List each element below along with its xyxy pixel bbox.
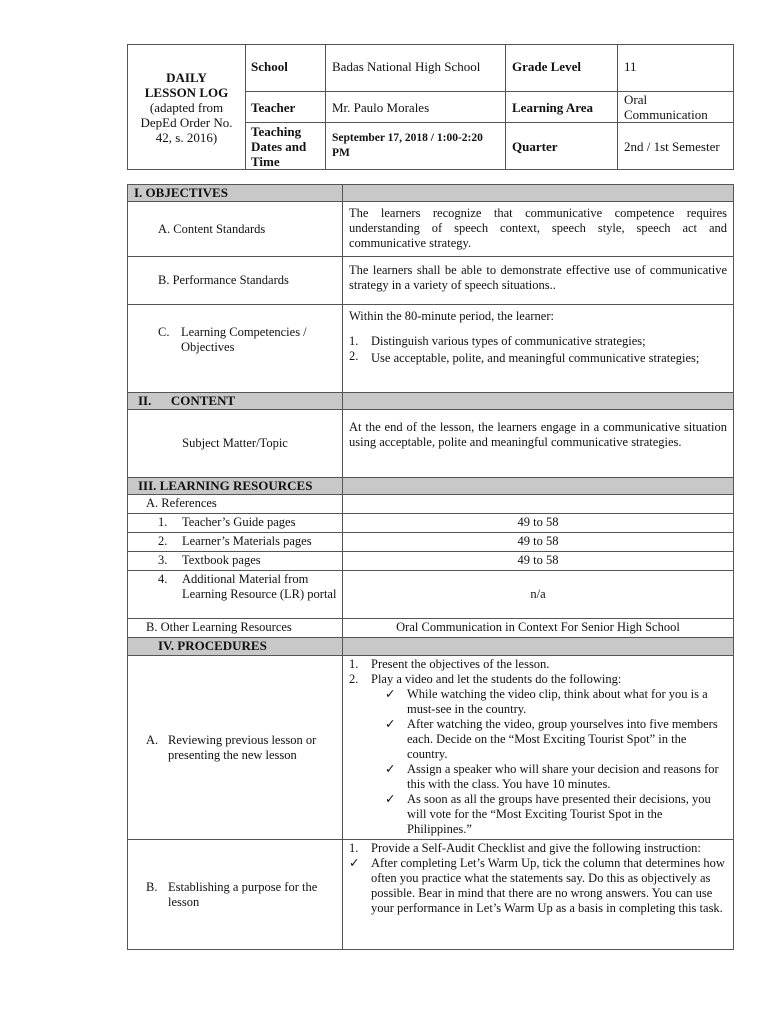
content-standards-label: A. Content Standards bbox=[128, 202, 343, 257]
competencies-cell bbox=[343, 305, 734, 393]
area-label: Learning Area bbox=[506, 92, 618, 123]
check-mark-icon: ✓ bbox=[385, 762, 396, 776]
check-mark-icon: ✓ bbox=[385, 792, 396, 806]
other-resources-label: B. Other Learning Resources bbox=[128, 619, 343, 638]
resources-heading-blank bbox=[343, 478, 734, 495]
references-label: A. References bbox=[128, 495, 343, 514]
check-mark-icon: ✓ bbox=[385, 687, 396, 701]
resource-row-value: n/a bbox=[343, 571, 734, 619]
content-heading: II. CONTENT bbox=[128, 393, 343, 410]
check-item: ✓ After watching the video, group yourselves into five members each. Decide on the “Most Exciting Tourist Spot” in the country. bbox=[385, 717, 718, 761]
check-mark-icon: ✓ bbox=[385, 717, 396, 731]
references-blank bbox=[343, 495, 734, 514]
procedure-b-cell bbox=[343, 840, 734, 950]
title-line-2: LESSON LOG bbox=[144, 84, 229, 100]
procedures-heading-blank bbox=[343, 638, 734, 656]
title-line-4: DepEd Order No. bbox=[140, 114, 233, 130]
quarter-value: 2nd / 1st Semester bbox=[618, 123, 734, 170]
lesson-body-table bbox=[127, 184, 734, 950]
procedures-heading: IV. PROCEDURES bbox=[128, 638, 343, 656]
check-item: ✓ Assign a speaker who will share your decision and reasons for this with the class. You have 10 minutes. bbox=[385, 762, 719, 791]
resource-row-value: 49 to 58 bbox=[343, 552, 734, 571]
header-table bbox=[127, 44, 734, 170]
competencies-intro: Within the 80-minute period, the learner: bbox=[349, 309, 554, 323]
resource-row-label: 1. Teacher’s Guide pages bbox=[128, 514, 343, 533]
competencies-label: Learning Competencies / Objectives bbox=[181, 325, 307, 354]
grade-label: Grade Level bbox=[506, 45, 618, 92]
procedure-a-label-cell: A. Reviewing previous lesson or presenting the new lesson bbox=[128, 656, 343, 840]
competency-item: 2. Use acceptable, polite, and meaningful communicative strategies; bbox=[349, 349, 700, 365]
check-mark-icon: ✓ bbox=[349, 856, 360, 870]
check-item: ✓ While watching the video clip, think about what for you is a must-see in the country. bbox=[385, 687, 708, 716]
content-heading-blank bbox=[343, 393, 734, 410]
teacher-value: Mr. Paulo Morales bbox=[326, 92, 506, 123]
resource-row-label: 3. Textbook pages bbox=[128, 552, 343, 571]
school-label: School bbox=[246, 45, 326, 92]
resource-row-label: 4. Additional Material from Learning Resource (LR) portal bbox=[128, 571, 343, 619]
list-item: 1. Provide a Self-Audit Checklist and give the following instruction: bbox=[349, 841, 701, 855]
procedure-b-label: Establishing a purpose for the lesson bbox=[168, 879, 318, 909]
area-value: Oral Communication bbox=[618, 92, 734, 123]
content-standards-text: The learners recognize that communicative competence requires understanding of speech context, speech style, speech act and communicative strategy. bbox=[343, 202, 734, 257]
school-value: Badas National High School bbox=[326, 45, 506, 92]
competency-item: 1. Distinguish various types of communicative strategies; bbox=[349, 334, 646, 348]
resource-row-label: 2. Learner’s Materials pages bbox=[128, 533, 343, 552]
quarter-label: Quarter bbox=[506, 123, 618, 170]
subject-matter-label: Subject Matter/Topic bbox=[128, 410, 343, 478]
lesson-log-title bbox=[128, 45, 246, 170]
resource-row-value: 49 to 58 bbox=[343, 533, 734, 552]
title-line-5: 42, s. 2016) bbox=[155, 129, 218, 145]
other-resources-value: Oral Communication in Context For Senior High School bbox=[343, 619, 734, 638]
objectives-heading-blank bbox=[343, 185, 734, 202]
performance-standards-text: The learners shall be able to demonstrate effective use of communicative strategy in a variety of speech situations.. bbox=[343, 257, 734, 305]
dates-label: Teaching Dates and Time bbox=[246, 123, 326, 170]
dates-value: September 17, 2018 / 1:00-2:20 PM bbox=[326, 123, 506, 170]
subject-matter-text: At the end of the lesson, the learners engage in a communicative situation using acceptable, polite and meaningful communicative strategies. bbox=[343, 410, 734, 478]
list-item: 2. Play a video and let the students do the following: bbox=[349, 672, 622, 686]
competencies-label-cell: C. Learning Competencies / Objectives bbox=[128, 305, 343, 393]
check-item: ✓ As soon as all the groups have presented their decisions, you will vote for the “Most Exciting Tourist Spot in the Philippines.” bbox=[385, 792, 711, 836]
procedure-b-label-cell: B. Establishing a purpose for the lesson bbox=[128, 840, 343, 950]
title-line-3: (adapted from bbox=[149, 99, 224, 115]
title-line-1: DAILY bbox=[166, 69, 207, 85]
performance-standards-label: B. Performance Standards bbox=[128, 257, 343, 305]
procedure-a-label: Reviewing previous lesson or presenting the new lesson bbox=[168, 732, 317, 762]
check-item: ✓ After completing Let’s Warm Up, tick the column that determines how often you practice what the statements say. Do this as objectively as possible. Bear in mind that there are no wrong answers. You can use your performance in Let’s Warm Up as a basis in completing this task. bbox=[349, 856, 725, 915]
teacher-label: Teacher bbox=[246, 92, 326, 123]
resource-row-value: 49 to 58 bbox=[343, 514, 734, 533]
resources-heading: III. LEARNING RESOURCES bbox=[128, 478, 343, 495]
list-item: 1. Present the objectives of the lesson. bbox=[349, 657, 550, 671]
objectives-heading: I. OBJECTIVES bbox=[128, 185, 343, 202]
procedure-a-cell bbox=[343, 656, 734, 840]
grade-value: 11 bbox=[618, 45, 734, 92]
